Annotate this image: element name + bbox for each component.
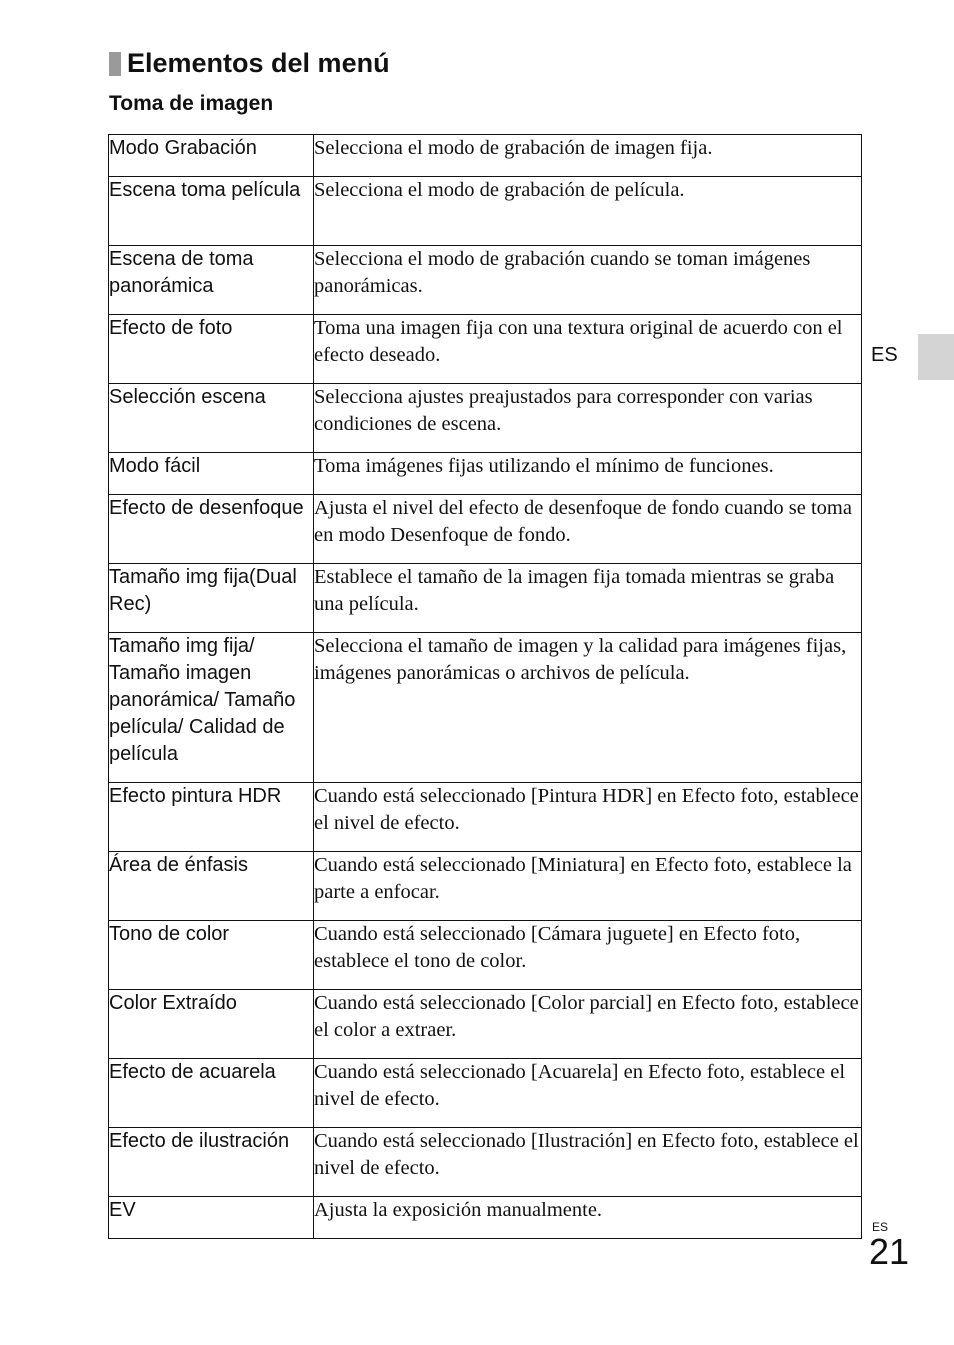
menu-item-name: Tamaño img fija(Dual Rec) bbox=[109, 564, 314, 633]
menu-item-name: Modo Grabación bbox=[109, 135, 314, 177]
table-row bbox=[109, 1128, 862, 1197]
table-row bbox=[109, 177, 862, 246]
language-tab-label: ES bbox=[871, 344, 898, 366]
menu-item-name: Selección escena bbox=[109, 384, 314, 453]
menu-item-name: Tono de color bbox=[109, 921, 314, 990]
table-row bbox=[109, 1059, 862, 1128]
table-row bbox=[109, 246, 862, 315]
menu-item-description: Cuando está seleccionado [Cámara juguete] en Efecto foto, establece el tono de color. bbox=[314, 921, 862, 990]
menu-item-name: Tamaño img fija/ Tamaño imagen panorámica/ Tamaño película/ Calidad de película bbox=[109, 633, 314, 783]
menu-item-name: Efecto de foto bbox=[109, 315, 314, 384]
menu-item-description: Selecciona ajustes preajustados para corresponder con varias condiciones de escena. bbox=[314, 384, 862, 453]
menu-item-name: Escena de toma panorámica bbox=[109, 246, 314, 315]
menu-item-name: EV bbox=[109, 1197, 314, 1239]
heading-marker bbox=[109, 52, 121, 76]
table-row bbox=[109, 564, 862, 633]
table-row bbox=[109, 852, 862, 921]
menu-item-name: Efecto de acuarela bbox=[109, 1059, 314, 1128]
section-heading bbox=[109, 48, 390, 79]
table-row bbox=[109, 921, 862, 990]
menu-item-description: Cuando está seleccionado [Color parcial] en Efecto foto, establece el color a extraer. bbox=[314, 990, 862, 1059]
footer-language-label: ES bbox=[872, 1220, 889, 1234]
menu-item-description: Selecciona el modo de grabación cuando se toman imágenes panorámicas. bbox=[314, 246, 862, 315]
menu-item-name: Efecto de ilustración bbox=[109, 1128, 314, 1197]
table-row bbox=[109, 315, 862, 384]
language-tab-marker bbox=[918, 334, 954, 380]
table-row bbox=[109, 633, 862, 783]
page-number: 21 bbox=[869, 1231, 910, 1272]
menu-item-description: Toma imágenes fijas utilizando el mínimo de funciones. bbox=[314, 453, 862, 495]
menu-item-description: Selecciona el tamaño de imagen y la calidad para imágenes fijas, imágenes panorámicas o archivos de película. bbox=[314, 633, 862, 783]
subsection-title: Toma de imagen bbox=[109, 92, 274, 115]
menu-item-description: Establece el tamaño de la imagen fija tomada mientras se graba una película. bbox=[314, 564, 862, 633]
menu-item-name: Efecto pintura HDR bbox=[109, 783, 314, 852]
table-row bbox=[109, 783, 862, 852]
table-row bbox=[109, 990, 862, 1059]
table-row bbox=[109, 1197, 862, 1239]
table-row bbox=[109, 384, 862, 453]
menu-items-table bbox=[108, 134, 862, 1239]
menu-item-description: Selecciona el modo de grabación de imagen fija. bbox=[314, 135, 862, 177]
table-row bbox=[109, 135, 862, 177]
table-row bbox=[109, 453, 862, 495]
section-title: Elementos del menú bbox=[127, 48, 390, 78]
menu-item-name: Efecto de desenfoque bbox=[109, 495, 314, 564]
menu-item-name: Escena toma película bbox=[109, 177, 314, 246]
table-row bbox=[109, 495, 862, 564]
menu-item-name: Modo fácil bbox=[109, 453, 314, 495]
menu-item-description: Cuando está seleccionado [Ilustración] en Efecto foto, establece el nivel de efecto. bbox=[314, 1128, 862, 1197]
menu-item-description: Selecciona el modo de grabación de película. bbox=[314, 177, 862, 246]
menu-item-description: Cuando está seleccionado [Acuarela] en Efecto foto, establece el nivel de efecto. bbox=[314, 1059, 862, 1128]
menu-item-description: Cuando está seleccionado [Pintura HDR] en Efecto foto, establece el nivel de efecto. bbox=[314, 783, 862, 852]
menu-item-name: Color Extraído bbox=[109, 990, 314, 1059]
menu-item-description: Toma una imagen fija con una textura original de acuerdo con el efecto deseado. bbox=[314, 315, 862, 384]
menu-item-description: Cuando está seleccionado [Miniatura] en Efecto foto, establece la parte a enfocar. bbox=[314, 852, 862, 921]
menu-item-description: Ajusta la exposición manualmente. bbox=[314, 1197, 862, 1239]
menu-item-name: Área de énfasis bbox=[109, 852, 314, 921]
menu-item-description: Ajusta el nivel del efecto de desenfoque de fondo cuando se toma en modo Desenfoque de fondo. bbox=[314, 495, 862, 564]
